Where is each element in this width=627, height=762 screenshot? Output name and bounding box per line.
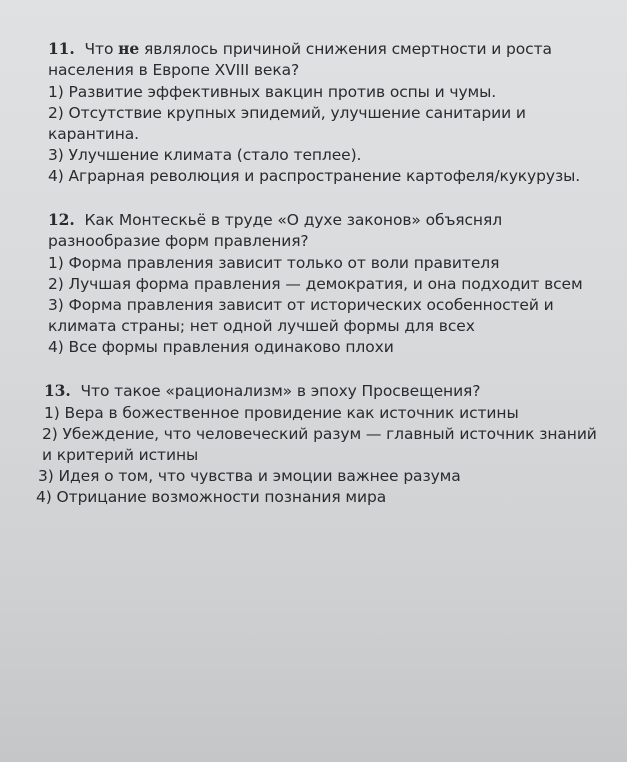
question-text-end: являлось причиной снижения смертности и роста населения в Европе XVIII века? — [48, 40, 552, 79]
question-12-text — [48, 209, 607, 252]
question-text: Что такое «рационализм» в эпоху Просвещения? — [80, 382, 481, 400]
answer-option-1: 1) Форма правления зависит только от воли правителя — [48, 254, 500, 272]
question-number: 12. — [48, 210, 75, 229]
question-11-text — [48, 38, 607, 81]
answer-option-4: 4) Отрицание возможности познания мира — [36, 488, 387, 506]
answer-option-3: 3) Форма правления зависит от исторических особенностей и климата страны; нет одной лучшей формы для всех — [48, 296, 554, 335]
answer-options — [48, 253, 607, 358]
answer-option-2: 2) Убеждение, что человеческий разум — главный источник знаний и критерий истины — [42, 425, 597, 464]
answer-option-1: 1) Развитие эффективных вакцин против оспы и чумы. — [48, 83, 497, 101]
answer-option-2: 2) Лучшая форма правления — демократия, и она подходит всем — [48, 275, 583, 293]
answer-option-3: 3) Улучшение климата (стало теплее). — [48, 146, 362, 164]
question-11 — [48, 38, 607, 187]
question-13 — [36, 380, 607, 508]
answer-options — [36, 403, 607, 508]
answer-option-2: 2) Отсутствие крупных эпидемий, улучшение санитарии и карантина. — [48, 104, 526, 143]
answer-option-4: 4) Аграрная революция и распространение картофеля/кукурузы. — [48, 167, 581, 185]
question-emphasis: не — [118, 39, 140, 58]
question-number: 13. — [44, 381, 71, 400]
question-text: Как Монтескьё в труде «О духе законов» объяснял разнообразие форм правления? — [48, 211, 503, 250]
question-text-start: Что — [84, 40, 114, 58]
answer-options — [48, 82, 607, 187]
answer-option-4: 4) Все формы правления одинаково плохи — [48, 338, 394, 356]
answer-option-1: 1) Вера в божественное провидение как источник истины — [44, 404, 519, 422]
question-number: 11. — [48, 39, 75, 58]
question-12 — [48, 209, 607, 358]
answer-option-3: 3) Идея о том, что чувства и эмоции важнее разума — [38, 467, 461, 485]
question-13-text — [44, 380, 607, 402]
